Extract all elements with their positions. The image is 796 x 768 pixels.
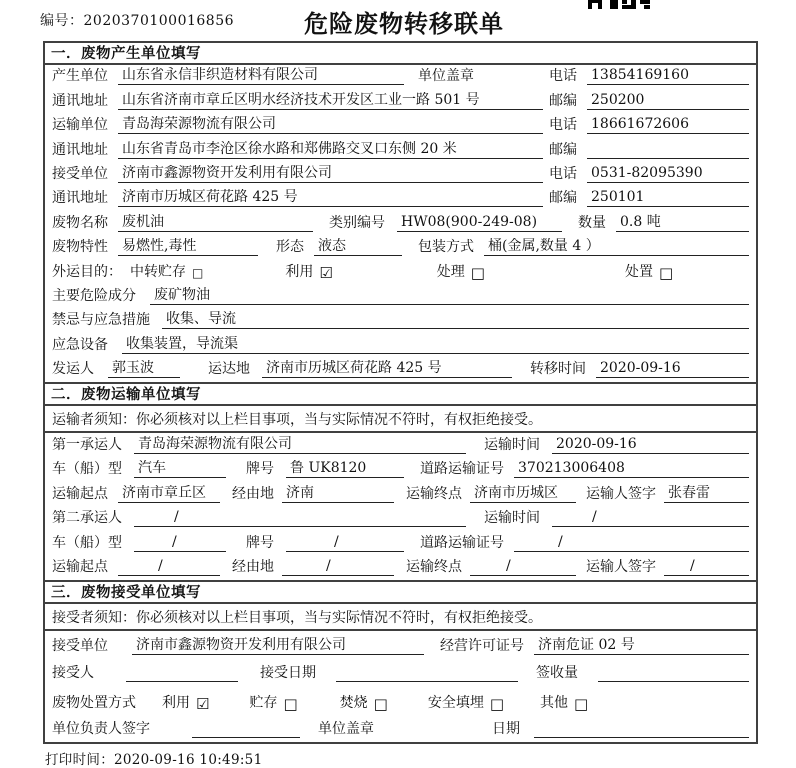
field-label: 产生单位: [52, 68, 108, 85]
field-label: 通讯地址: [52, 141, 108, 158]
row-emergency-equipment: [45, 333, 756, 357]
section2-header: 二．废物运输单位填写: [45, 382, 756, 406]
responsible-signature-value: [192, 721, 300, 738]
plate-number-label: 牌号: [246, 461, 274, 478]
unit-seal-label: 单位盖章: [418, 68, 474, 85]
other-checkbox: □: [574, 695, 589, 714]
second-origin-value: /: [118, 558, 220, 576]
producer-phone-value: 13854169160: [587, 67, 749, 85]
category-code-value: HW08(900-249-08): [397, 214, 562, 232]
license-number-label: 经营许可证号: [440, 638, 524, 655]
unit-seal-label: 单位盖章: [318, 721, 374, 738]
section3-header: 三．废物接受单位填写: [45, 580, 756, 604]
row-transfer-purpose: [45, 260, 756, 284]
option-landfill-label: 安全填埋: [427, 695, 484, 712]
quantity-label: 数量: [578, 214, 606, 231]
first-road-permit-value: 370213006408: [514, 460, 749, 478]
packaging-value: 桶(金属,数量 4 ）: [484, 238, 749, 256]
first-carrier-signature-value: 张春雷: [664, 485, 749, 503]
row-second-carrier: [45, 507, 756, 532]
receiver-unit-value: 济南市鑫源物资开发利用有限公司: [118, 165, 543, 183]
destination-label: 运达地: [208, 361, 250, 378]
date-label: 日期: [492, 721, 520, 738]
first-via-value: 济南: [282, 485, 394, 503]
acceptor-value: [126, 665, 238, 682]
received-quantity-label: 签收量: [536, 665, 578, 682]
row-hazard-components: [45, 285, 756, 309]
row-first-route: [45, 482, 756, 507]
transport-phone-value: 18661672606: [587, 116, 749, 134]
field-label: 第一承运人: [52, 436, 122, 453]
producer-postcode-value: 250200: [587, 92, 749, 110]
option-transit-storage-label: 中转贮存: [130, 263, 186, 280]
row-responsible-signature: [45, 716, 756, 742]
treatment-checkbox: □: [470, 263, 485, 282]
field-label: 接受人: [52, 665, 94, 682]
category-code-label: 类别编号: [329, 214, 385, 231]
row-acceptor: [45, 659, 756, 686]
row-accepting-unit: [45, 631, 756, 659]
row-second-vehicle: [45, 531, 756, 556]
phone-label: 电话: [549, 68, 577, 85]
first-transport-time-value: 2020-09-16: [552, 436, 749, 454]
field-label: 禁忌与应急措施: [52, 312, 150, 329]
option-other-label: 其他: [540, 695, 569, 712]
via-label: 经由地: [232, 559, 274, 576]
second-endpoint-value: /: [470, 558, 576, 576]
option-utilize-label: 利用: [285, 263, 314, 280]
transfer-form-table: [43, 41, 758, 744]
row-first-vehicle: [45, 458, 756, 483]
second-carrier-value: /: [134, 509, 466, 527]
producer-unit-value: 山东省永信非织造材料有限公司: [118, 67, 404, 85]
field-label: 外运目的：: [52, 263, 122, 280]
postcode-label: 邮编: [549, 190, 577, 207]
transport-address-value: 山东省青岛市李沧区徐水路和郑佛路交叉口东侧 20 米: [118, 141, 543, 159]
emergency-equipment-value: 收集装置，导流渠: [122, 336, 749, 354]
accept-date-value: [336, 665, 518, 682]
section1-header: 一．废物产生单位填写: [45, 43, 756, 65]
doc-number: [40, 10, 234, 30]
received-quantity-value: [598, 665, 749, 682]
date-value: [534, 721, 749, 738]
second-carrier-signature-value: /: [664, 558, 749, 576]
transport-time-label: 运输时间: [484, 510, 540, 527]
destination-value: 济南市历城区荷花路 425 号: [262, 360, 512, 378]
receiver-phone-value: 0531-82095390: [587, 165, 749, 183]
license-number-value: 济南危证 02 号: [534, 637, 749, 655]
second-transport-time-value: /: [552, 509, 749, 527]
field-label: 第二承运人: [52, 510, 122, 527]
phone-label: 电话: [549, 117, 577, 134]
first-endpoint-value: 济南市历城区: [470, 485, 576, 503]
row-waste-characteristics: [45, 236, 756, 260]
second-via-value: /: [282, 558, 394, 576]
utilize-checkbox: ☑: [319, 263, 333, 282]
field-label: 主要危险成分: [52, 287, 136, 304]
carrier-notice: 运输者须知：你必须核对以上栏目事项，当与实际情况不符时，有权拒绝接受。: [45, 406, 756, 433]
utilize-checkbox: ☑: [196, 695, 210, 714]
hazard-components-value: 废矿物油: [150, 287, 749, 305]
storage-checkbox: □: [283, 695, 298, 714]
packaging-label: 包装方式: [418, 239, 474, 256]
second-vehicle-type-value: /: [134, 534, 226, 552]
doc-number-label: 编号：: [40, 13, 84, 29]
row-producer-unit: [45, 65, 756, 89]
waste-name-value: 废机油: [118, 214, 313, 232]
option-treatment-label: 处理: [436, 263, 465, 280]
accept-date-label: 接受日期: [260, 665, 316, 682]
transit-storage-checkbox: □: [192, 265, 204, 280]
row-first-carrier: [45, 433, 756, 458]
first-vehicle-type-value: 汽车: [134, 460, 226, 478]
field-label: 废物处置方式: [52, 695, 136, 712]
carrier-signature-label: 运输人签字: [586, 485, 656, 502]
form-state-label: 形态: [276, 239, 304, 256]
row-transport-address: [45, 138, 756, 162]
first-plate-number-value: 鲁 UK8120: [286, 460, 404, 478]
consignor-value: 郭玉波: [108, 360, 180, 378]
field-label: 车（船）型: [52, 461, 122, 478]
road-transport-permit-label: 道路运输证号: [420, 534, 504, 551]
postcode-label: 邮编: [549, 92, 577, 109]
row-consignor: [45, 358, 756, 382]
road-transport-permit-label: 道路运输证号: [420, 461, 504, 478]
field-label: 单位负责人签字: [52, 721, 150, 738]
first-origin-value: 济南市章丘区: [118, 485, 220, 503]
field-label: 接受单位: [52, 638, 108, 655]
field-label: 车（船）型: [52, 534, 122, 551]
postcode-label: 邮编: [549, 141, 577, 158]
row-disposal-method: [45, 686, 756, 716]
second-plate-number-value: /: [286, 534, 404, 552]
row-waste-name: [45, 211, 756, 235]
first-carrier-value: 青岛海荣源物流有限公司: [134, 436, 466, 454]
accepting-unit-value: 济南市鑫源物资开发利用有限公司: [132, 637, 424, 655]
row-contraindications: [45, 309, 756, 333]
field-label: 发运人: [52, 361, 94, 378]
option-disposal-label: 处置: [624, 263, 653, 280]
option-incineration-label: 焚烧: [339, 695, 368, 712]
field-label: 运输单位: [52, 117, 108, 134]
phone-label: 电话: [549, 165, 577, 182]
quantity-value: 0.8 吨: [616, 214, 749, 232]
transport-postcode-value: [587, 142, 749, 159]
field-label: 接受单位: [52, 165, 108, 182]
print-time-label: 打印时间：: [45, 752, 114, 768]
waste-characteristics-value: 易燃性,毒性: [118, 238, 258, 256]
producer-address-value: 山东省济南市章丘区明水经济技术开发区工业一路 501 号: [118, 92, 543, 110]
print-time: [45, 748, 262, 768]
page-title: 危险废物转移联单: [304, 9, 504, 38]
row-receiver-address: [45, 187, 756, 211]
contraindications-value: 收集、导流: [162, 311, 749, 329]
row-receiver-unit: [45, 163, 756, 187]
row-second-route: [45, 556, 756, 581]
receiver-postcode-value: 250101: [587, 189, 749, 207]
transfer-time-label: 转移时间: [530, 361, 586, 378]
transport-unit-value: 青岛海荣源物流有限公司: [118, 116, 543, 134]
field-label: 通讯地址: [52, 190, 108, 207]
row-transport-unit: [45, 114, 756, 138]
document-header: [0, 0, 796, 40]
doc-number-value: 2020370100016856: [83, 13, 235, 29]
receiver-notice: 接受者须知：你必须核对以上栏目事项，当与实际情况不符时，有权拒绝接受。: [45, 604, 756, 631]
via-label: 经由地: [232, 485, 274, 502]
field-label: 运输起点: [52, 485, 108, 502]
field-label: 应急设备: [52, 336, 108, 353]
form-state-value: 液态: [314, 238, 402, 256]
field-label: 废物名称: [52, 214, 108, 231]
landfill-checkbox: □: [489, 695, 505, 714]
incineration-checkbox: □: [373, 695, 388, 714]
option-utilize-label: 利用: [162, 695, 190, 712]
endpoint-label: 运输终点: [406, 485, 462, 502]
row-producer-address: [45, 89, 756, 113]
plate-number-label: 牌号: [246, 534, 274, 551]
disposal-checkbox: □: [658, 263, 674, 282]
second-road-permit-value: /: [514, 534, 749, 552]
endpoint-label: 运输终点: [406, 559, 462, 576]
print-time-value: 2020-09-16 10:49:51: [114, 752, 263, 768]
carrier-signature-label: 运输人签字: [586, 559, 656, 576]
receiver-address-value: 济南市历城区荷花路 425 号: [118, 189, 543, 207]
transfer-time-value: 2020-09-16: [596, 360, 749, 378]
field-label: 通讯地址: [52, 92, 108, 109]
transport-time-label: 运输时间: [484, 436, 540, 453]
field-label: 废物特性: [52, 239, 108, 256]
option-storage-label: 贮存: [249, 695, 278, 712]
field-label: 运输起点: [52, 559, 108, 576]
